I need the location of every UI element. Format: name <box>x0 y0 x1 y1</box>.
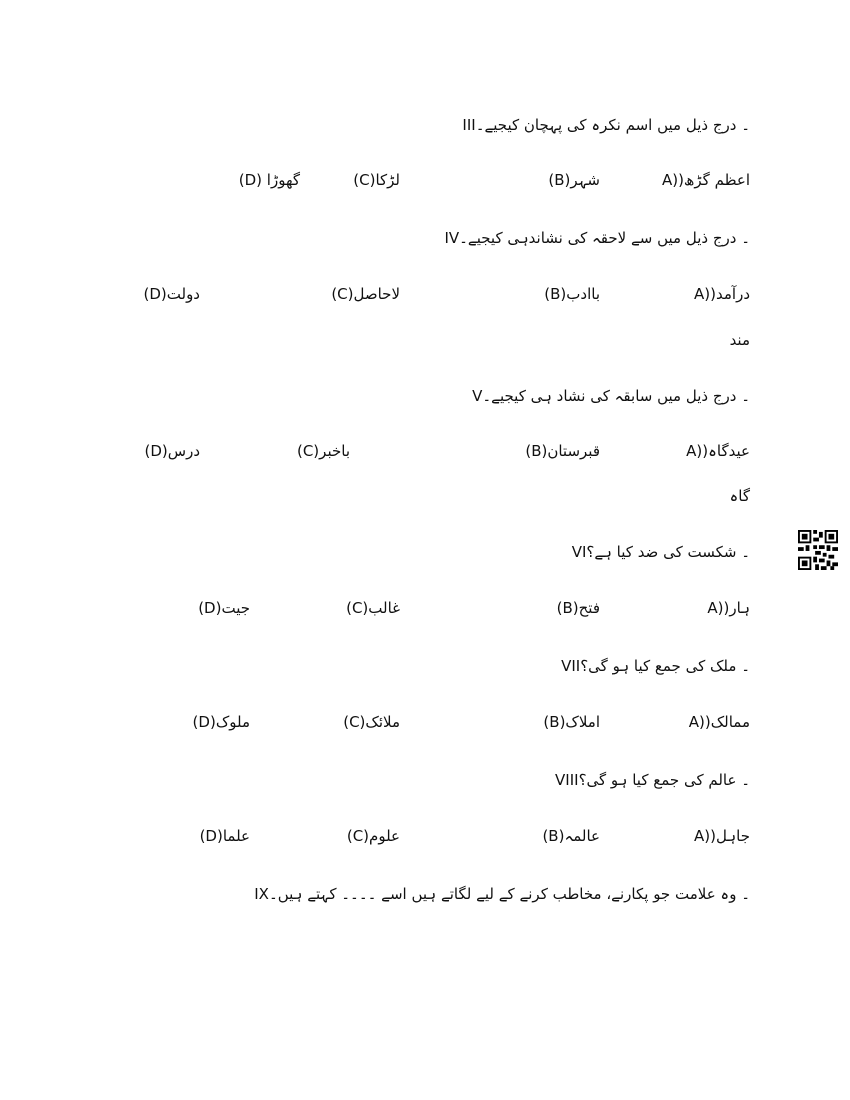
q6-option-b: (B)فتح <box>556 599 600 617</box>
q8-option-a: A))جاہل <box>694 827 750 845</box>
question-8: VIII۔ عالم کی جمع کیا ہو گی؟ <box>555 771 750 789</box>
q5-option-b: (B)قبرستان <box>525 442 600 460</box>
q7-option-a: A))ممالک <box>688 713 750 731</box>
q3-option-a: A))اعظم گڑھ <box>661 171 750 189</box>
q4-option-b: (B)باادب <box>544 285 600 303</box>
qr-code-icon <box>798 530 838 570</box>
q3-option-d: (D) گھوڑا <box>238 171 300 189</box>
question-3: III۔ درج ذیل میں اسم نکرہ کی پہچان کیجیے۔ <box>462 116 750 134</box>
q3-option-b: (B)شہر <box>548 171 600 189</box>
q6-option-c: (C)غالب <box>346 599 400 617</box>
question-7: VII۔ ملک کی جمع کیا ہو گی؟ <box>561 657 750 675</box>
question-4: IV۔ درج ذیل میں سے لاحقہ کی نشاندہی کیجیے۔ <box>444 229 750 247</box>
q7-option-d: (D)ملوک <box>192 713 250 731</box>
q7-option-b: (B)املاک <box>543 713 600 731</box>
q5-option-d: (D)درس <box>144 442 200 460</box>
q3-option-c: (C)لڑکا <box>353 171 400 189</box>
q4-option-d: (D)دولت <box>143 285 200 303</box>
q6-option-d: (D)جیت <box>198 599 250 617</box>
question-6: VI۔ شکست کی ضد کیا ہے؟ <box>571 543 750 561</box>
q4-continuation: مند <box>729 331 750 349</box>
q7-option-c: (C)ملائک <box>343 713 400 731</box>
q8-option-d: (D)علما <box>199 827 250 845</box>
q8-option-c: (C)علوم <box>346 827 400 845</box>
q4-option-a: A))درآمد <box>694 285 750 303</box>
question-9: IX۔ وہ علامت جو پکارنے، مخاطب کرنے کے لیے لگاتے ہیں اسے ۔۔۔۔ کہتے ہیں۔ <box>254 885 750 903</box>
q4-option-c: (C)لاحاصل <box>331 285 400 303</box>
q5-option-a: A))عیدگاہ <box>686 442 750 460</box>
q6-option-a: A))ہار <box>707 599 750 617</box>
q5-continuation: گاہ <box>729 487 750 505</box>
q8-option-b: (B)عالمہ <box>542 827 600 845</box>
question-5: V۔ درج ذیل میں سابقہ کی نشاد ہی کیجیے۔ <box>472 387 750 405</box>
q5-option-c: (C)باخبر <box>296 442 350 460</box>
